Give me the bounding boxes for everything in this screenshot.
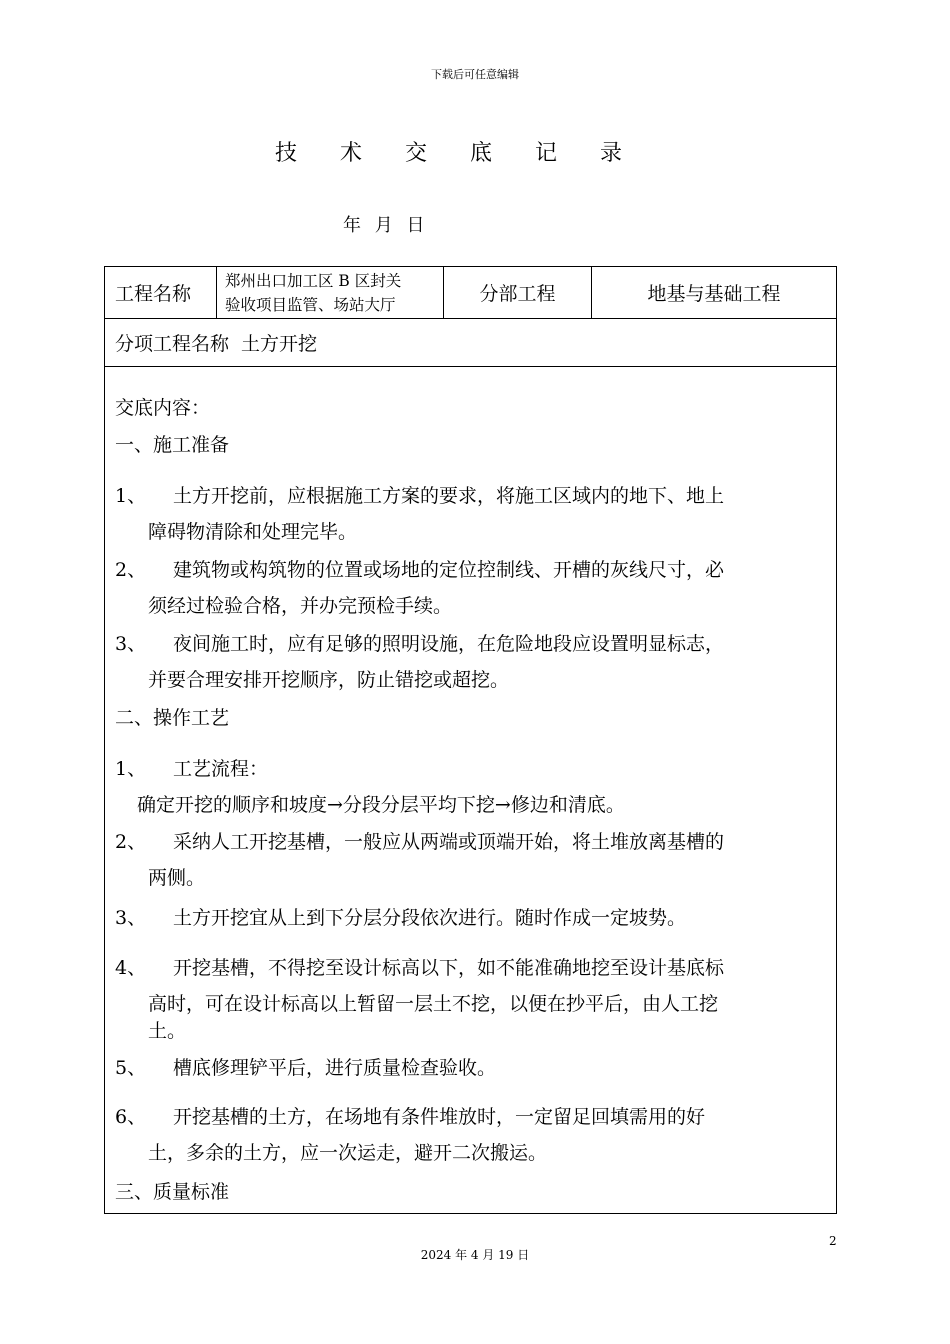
s1-item-3-line-2: 并要合理安排开挖顺序，防止错挖或超挖。: [148, 669, 510, 691]
s2-item-1-text: 工艺流程：: [173, 758, 269, 780]
page-number: 2: [829, 1234, 837, 1248]
s2-item-3-number: 3、: [115, 907, 147, 929]
subitem-row: [105, 319, 836, 367]
s2-item-4-line-2: 高时，可在设计标高以上暂留一层土不挖，以便在抄平后，由人工挖: [148, 993, 719, 1015]
content-intro: 交底内容：: [115, 397, 211, 419]
s2-item-2-number: 2、: [115, 831, 147, 853]
s1-item-1-line-2: 障碍物清除和处理完毕。: [148, 521, 358, 543]
s2-item-6-line-1: 开挖基槽的土方，在场地有条件堆放时，一定留足回填需用的好: [173, 1106, 706, 1128]
section-3-title: 三、质量标准: [115, 1181, 230, 1203]
header-note: 下载后可任意编辑: [431, 68, 519, 81]
s2-item-4-line-1: 开挖基槽，不得挖至设计标高以下，如不能准确地挖至设计基底标: [173, 957, 725, 979]
s2-item-4-line-3: 土。: [148, 1020, 187, 1042]
s2-process-flow: 确定开挖的顺序和坡度→分段分层平均下挖→修边和清底。: [137, 794, 625, 816]
subitem-value: 土方开挖: [241, 333, 318, 355]
s2-item-2-line-2: 两侧。: [148, 867, 206, 889]
s1-item-3-number: 3、: [115, 633, 147, 655]
document-title: 技 术 交 底 记 录: [275, 141, 640, 166]
s2-item-5-number: 5、: [115, 1057, 147, 1079]
footer-date: 2024 年 4 月 19 日: [420, 1248, 530, 1262]
project-name-line-1: 郑州出口加工区 B 区封关: [225, 271, 402, 290]
s2-item-6-number: 6、: [115, 1106, 147, 1128]
disclosure-table: [104, 266, 837, 1214]
s1-item-2-line-1: 建筑物或构筑物的位置或场地的定位控制线、开槽的灰线尺寸，必: [173, 559, 725, 581]
s2-item-1-number: 1、: [115, 758, 147, 780]
division-value: 地基与基础工程: [647, 283, 781, 305]
project-name-line-2: 验收项目监管、场站大厅: [225, 295, 396, 314]
s2-item-3-text: 土方开挖宜从上到下分层分段依次进行。随时作成一定坡势。: [173, 907, 687, 929]
s1-item-1-number: 1、: [115, 485, 147, 507]
project-row: [105, 267, 836, 319]
s1-item-1-line-1: 土方开挖前，应根据施工方案的要求，将施工区域内的地下、地上: [173, 485, 725, 507]
s2-item-6-line-2: 土，多余的土方，应一次运走，避开二次搬运。: [148, 1142, 548, 1164]
s1-item-2-number: 2、: [115, 559, 147, 581]
disclosure-content: [105, 367, 836, 1213]
project-name-value: [217, 267, 444, 318]
division-label: 分部工程: [444, 267, 592, 318]
s2-item-2-line-1: 采纳人工开挖基槽，一般应从两端或顶端开始，将土堆放离基槽的: [173, 831, 725, 853]
date-line: 年 月 日: [343, 215, 425, 236]
subitem-label: 分项工程名称: [115, 333, 230, 355]
s1-item-3-line-1: 夜间施工时，应有足够的照明设施，在危险地段应设置明显标志，: [173, 633, 725, 655]
s1-item-2-line-2: 须经过检验合格，并办完预检手续。: [148, 595, 453, 617]
s2-item-4-number: 4、: [115, 957, 147, 979]
section-2-title: 二、操作工艺: [115, 707, 230, 729]
project-name-label: 工程名称: [105, 267, 217, 318]
section-1-title: 一、施工准备: [115, 434, 230, 456]
s2-item-5-text: 槽底修理铲平后，进行质量检查验收。: [173, 1057, 497, 1079]
